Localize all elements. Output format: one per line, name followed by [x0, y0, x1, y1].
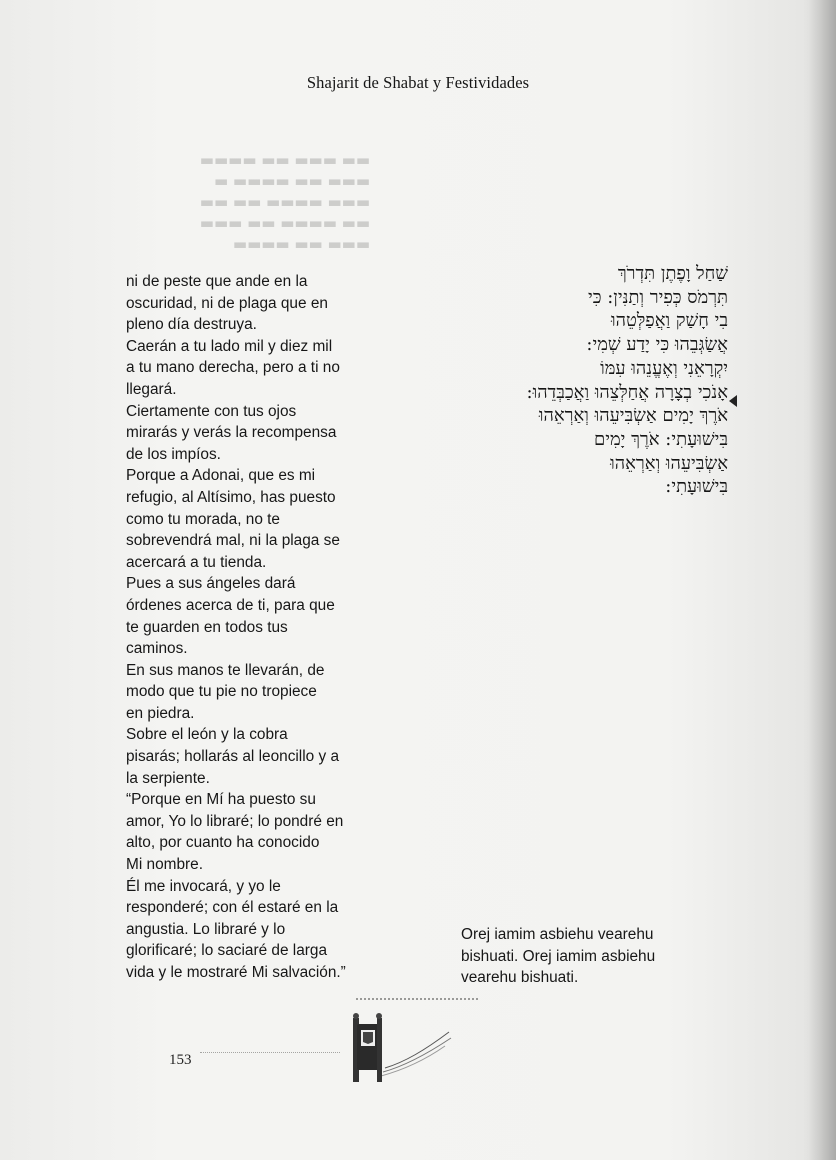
hebrew-text-line: בִּישׁוּעָתִי:	[665, 476, 728, 498]
spanish-text-line: Sobre el león y la cobra	[126, 726, 288, 744]
spanish-text-line: Mi nombre.	[126, 856, 203, 874]
responsive-reading-marker-icon	[729, 395, 737, 407]
torah-scroll-icon	[345, 1010, 455, 1090]
spanish-text-line: Ciertamente con tus ojos	[126, 402, 297, 420]
spanish-text-line: En sus manos te llevarán, de	[126, 661, 325, 679]
transliteration-line: Orej iamim asbiehu vearehu	[461, 926, 654, 943]
spanish-text-line: alto, por cuanto ha conocido	[126, 834, 320, 852]
footer-rule	[200, 1052, 340, 1053]
hebrew-psalm-text	[418, 262, 728, 499]
spanish-text-line: llegará.	[126, 380, 177, 398]
page-edge-shadow	[808, 0, 836, 1160]
hebrew-text-line: בִי חָשַׁק וַאֲפַלְּטֵהוּ	[611, 310, 728, 332]
spanish-text-line: Caerán a tu lado mil y diez mil	[126, 337, 333, 355]
spanish-text-line: a tu mano derecha, pero a ti no	[126, 359, 340, 377]
hebrew-text-line: אֹרֶךְ יָמִים אַשְׂבִּיעֵהוּ וְאַרְאֵהוּ	[538, 405, 728, 427]
spanish-text-line: la serpiente.	[126, 769, 210, 787]
transliteration-text	[461, 924, 721, 989]
spanish-text-line: mirarás y verás la recompensa	[126, 424, 337, 442]
hebrew-text-line: תִּרְמֹס כְּפִיר וְתַנִּין: כִּי	[587, 286, 728, 308]
spanish-text-line: como tu morada, no te	[126, 510, 280, 528]
page-title: Shajarit de Shabat y Festividades	[306, 73, 530, 92]
spanish-text-line: Porque a Adonai, que es mi	[126, 467, 316, 485]
spanish-psalm-text	[126, 271, 384, 984]
spanish-text-line: ni de peste que ande en la	[126, 273, 308, 290]
spanish-text-line: sobrevendrá mal, ni la plaga se	[126, 532, 340, 550]
spanish-text-line: oscuridad, ni de plaga que en	[126, 294, 328, 312]
hebrew-text-line: שַׁחַל וָפֶתֶן תִּדְרֹךְ	[617, 263, 728, 284]
hebrew-text-line: אֲשַׂגְּבֵהוּ כִּי יָדַע שְׁמִי:	[586, 334, 728, 356]
spanish-text-line: glorificaré; lo saciaré de larga	[126, 942, 328, 960]
spanish-text-line: vida y le mostraré Mi salvación.”	[126, 964, 346, 981]
transliteration-line: vearehu bishuati.	[461, 969, 579, 987]
spanish-text-line: acercará a tu tienda.	[126, 553, 267, 571]
spanish-text-line: “Porque en Mí ha puesto su	[126, 791, 316, 809]
spanish-text-line: pisarás; hollarás al leoncillo y a	[126, 748, 340, 766]
spanish-text-line: pleno día destruya.	[126, 316, 257, 334]
spanish-text-line: responderé; con él estaré en la	[126, 899, 339, 917]
hebrew-text-line: אָנֹכִי בְצָרָה אֲחַלְּצֵהוּ וַאֲכַבְּדֵהוּ:	[526, 381, 728, 403]
section-divider	[356, 998, 478, 1000]
spanish-text-line: en piedra.	[126, 704, 195, 722]
hebrew-text-line: בִּישׁוּעָתִי: אֹרֶךְ יָמִים	[594, 428, 728, 450]
spanish-text-line: Él me invocará, y yo le	[126, 877, 281, 895]
spanish-text-line: angustia. Lo libraré y lo	[126, 920, 286, 938]
spanish-text-line: amor, Yo lo libraré; lo pondré en	[126, 812, 344, 830]
hebrew-text-line: אַשְׂבִּיעֵהוּ וְאַרְאֵהוּ	[610, 452, 728, 474]
spanish-text-line: de los impíos.	[126, 445, 221, 463]
spanish-text-line: órdenes acerca de ti, para que	[126, 596, 335, 614]
spanish-text-line: te guarden en todos tus	[126, 618, 288, 636]
bleed-through-left: ▬▬ ▬▬▬ ▬▬ ▬▬▬▬ ▬▬▬ ▬▬ ▬▬▬▬ ▬ ▬▬▬ ▬▬▬▬ ▬▬ ▬▬ ▬▬ ▬▬▬▬ ▬▬ ▬▬▬ ▬▬▬ ▬▬ ▬▬▬▬	[199, 151, 370, 253]
hebrew-text-line: יִקְרָאֵנִי וְאֶעֱנֵהוּ עִמּוֹ	[600, 357, 728, 379]
spanish-text-line: caminos.	[126, 640, 188, 658]
spanish-text-line: modo que tu pie no tropiece	[126, 683, 317, 701]
page-number: 153	[169, 1052, 192, 1068]
spanish-text-line: Pues a sus ángeles dará	[126, 575, 296, 593]
spanish-text-line: refugio, al Altísimo, has puesto	[126, 488, 336, 506]
transliteration-line: bishuati. Orej iamim asbiehu	[461, 947, 656, 965]
